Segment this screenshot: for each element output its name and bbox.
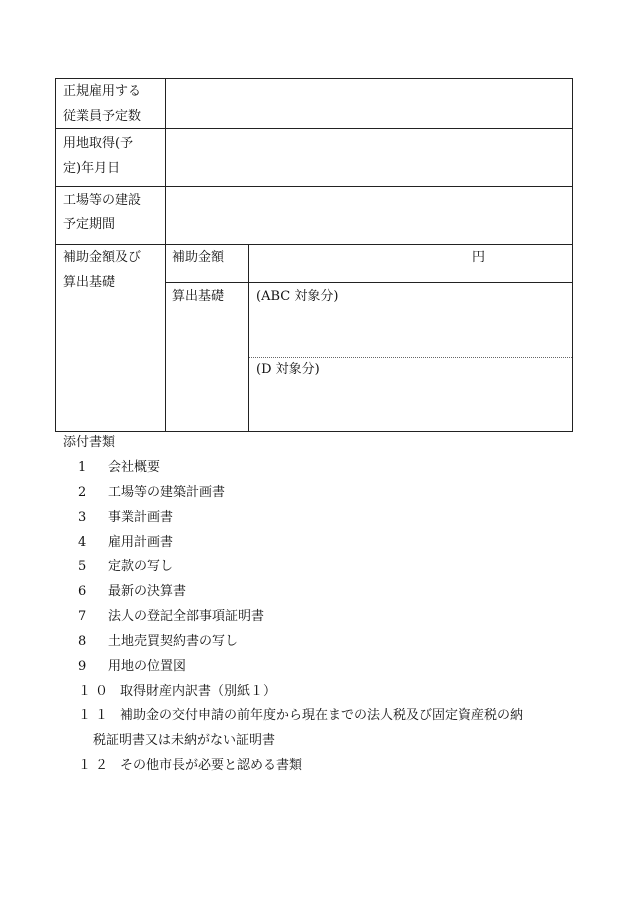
table-border-bottom [55, 431, 573, 432]
list-item-text: 取得財産内訳書（別紙１） [120, 684, 277, 699]
list-item [78, 555, 173, 579]
list-item [78, 456, 160, 480]
list-item [78, 580, 186, 604]
list-item [78, 754, 302, 778]
table-row-divider-2 [55, 186, 573, 187]
list-item-number: 3 [78, 510, 87, 525]
list-item [78, 680, 276, 704]
subsidy-amount-label: 補助金額 [172, 250, 225, 265]
list-item-number: 6 [78, 584, 87, 599]
list-item-text: 最新の決算書 [108, 584, 187, 599]
abc-target-label: (ABC 対象分) [256, 289, 339, 304]
list-item-text: 雇用計画書 [108, 535, 174, 550]
list-item-text: 法人の登記全部事項証明書 [108, 609, 265, 624]
list-item-text: 用地の位置図 [108, 659, 187, 674]
list-item [78, 605, 264, 629]
table-border-right [572, 78, 573, 432]
d-target-label: (D 対象分) [256, 362, 320, 377]
employee-count-label-line2: 従業員予定数 [63, 109, 142, 124]
employee-count-label-line1: 正規雇用する [63, 84, 142, 99]
list-item-text: その他市長が必要と認める書類 [120, 758, 303, 773]
list-item-continuation [93, 729, 275, 753]
list-item [78, 481, 225, 505]
table-row-divider-4 [165, 282, 573, 283]
list-item-number: 5 [78, 559, 87, 574]
table-col-divider-1 [165, 78, 166, 432]
list-item-text: 税証明書又は未納がない証明書 [93, 733, 276, 748]
construction-period-label-line2: 予定期間 [63, 217, 116, 232]
land-acquisition-label-line1: 用地取得(予 [63, 136, 134, 151]
list-item-number: 4 [78, 535, 87, 550]
list-item [78, 506, 173, 530]
calc-basis-label: 算出基礎 [172, 289, 225, 304]
land-acquisition-label-line2: 定)年月日 [63, 161, 121, 176]
list-item-number: 9 [78, 659, 87, 674]
list-item-number: １１ [78, 708, 113, 723]
attachments-heading: 添付書類 [63, 435, 116, 450]
construction-period-label-line1: 工場等の建設 [63, 193, 142, 208]
list-item-number: 8 [78, 634, 87, 649]
table-border-left [55, 78, 56, 432]
list-item [78, 655, 186, 679]
list-item-number: 2 [78, 485, 87, 500]
list-item [78, 704, 523, 728]
list-item-text: 事業計画書 [108, 510, 174, 525]
list-item-text: 定款の写し [108, 559, 174, 574]
list-item [78, 531, 173, 555]
list-item-text: 土地売買契約書の写し [108, 634, 239, 649]
list-item-text: 補助金の交付申請の前年度から現在までの法人税及び固定資産税の納 [120, 708, 524, 723]
list-item-number: １０ [78, 684, 113, 699]
list-item-text: 工場等の建築計画書 [108, 485, 226, 500]
subsidy-label-line2: 算出基礎 [63, 275, 116, 290]
list-item-number: 1 [78, 460, 87, 475]
table-col-divider-2 [248, 244, 249, 432]
list-item [78, 630, 238, 654]
list-item-number: １２ [78, 758, 113, 773]
list-item-number: 7 [78, 609, 87, 624]
subsidy-label-line1: 補助金額及び [63, 250, 142, 265]
list-item-text: 会社概要 [108, 460, 161, 475]
yen-unit: 円 [472, 250, 486, 265]
